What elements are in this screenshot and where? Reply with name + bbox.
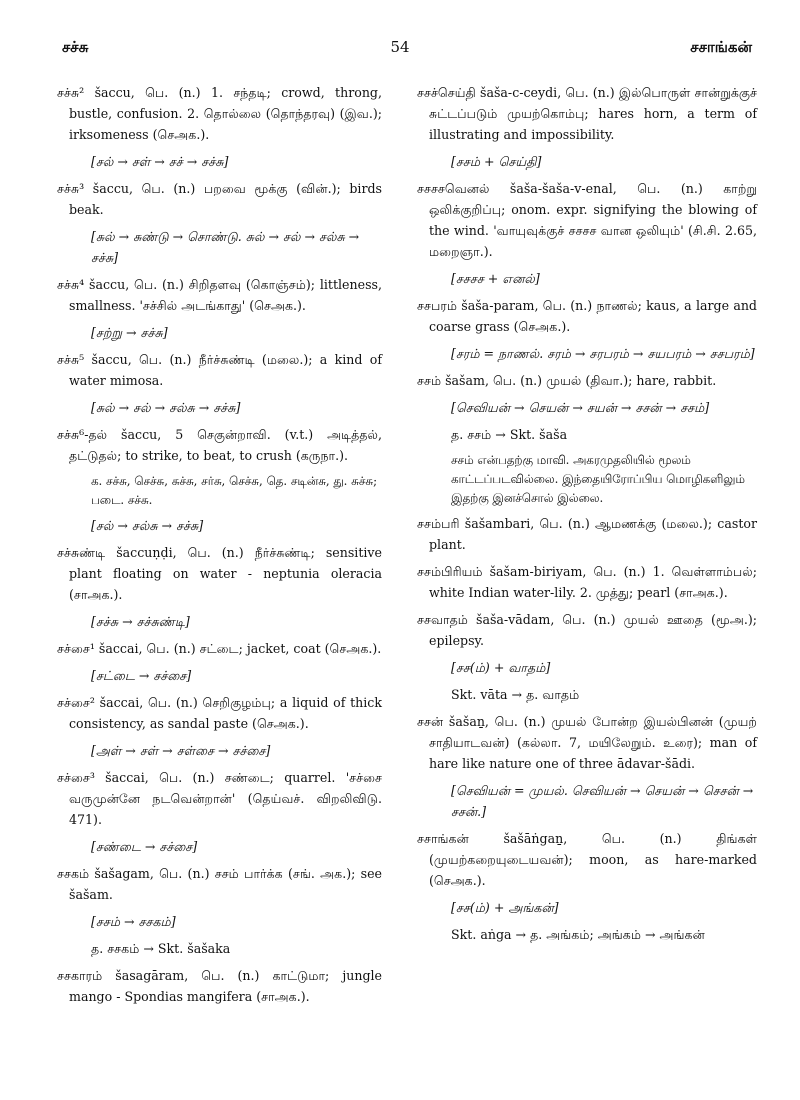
dictionary-entry: சசம்பிரியம் šašam-biriyam, பெ. (n.) 1. வெள்ளாம்பல்; white Indian water-lily. 2. முத்து; pearl (சாஅக.). [417,564,757,600]
etymology-line: [சண்டை → சச்சை] [91,839,198,854]
etymology-line: [சச(ம்) + அங்கன்] [451,900,559,915]
etymology-line: [செவியன் → செயன் → சயன் → சசன் → சசம்] [451,400,710,415]
dictionary-entry: சசசசவெனல் šaša-šaša-v-enal, பெ. (n.) காற்று ஒலிக்குறிப்பு; onom. expr. signifying the blowing of the wind. 'வாயுவுக்குச் சசசச வான ஒலியும்' (சி.சி. 2.65, மறைஞா.). [417,181,757,259]
dictionary-entry: சச்சை¹ šaccai, பெ. (n.) சட்டை; jacket, coat (செஅக.). [57,641,382,656]
dictionary-entry: சசம் šašam, பெ. (n.) முயல் (திவா.); hare, rabbit. [417,373,717,388]
etymology-line: [சல் → சல்சு → சச்சு] [91,518,204,533]
etymology-line: [சசம் → சசகம்] [91,914,176,929]
dictionary-entry: சச்சை³ šaccai, பெ. (n.) சண்டை; quarrel. 'சச்சை வருமுன்னே நடவென்றான்' (தெய்வச். விறலிவிடு. 471). [57,770,382,827]
note-text: சசம் என்பதற்கு மாவி. அகரமுதலியில் மூலம் காட்டப்படவில்லை. இந்தையிரோப்பிய மொழிகளிலும் இதற்கு இனச்சொல் இல்லை. [451,453,745,505]
etymology-line: [சல் → சள் → சச் → சச்சு] [91,154,229,169]
etymology-line: [சச(ம்) + வாதம்] [451,660,551,675]
dictionary-entry: சசகம் šašagam, பெ. (n.) சசம் பார்க்க (சங். அக.); see šašam. [57,866,382,902]
sanskrit-derivation: த. சசகம் → Skt. šašaka [91,941,231,956]
etymology-line: [சுல் → சல் → சல்சு → சச்சு] [91,400,241,415]
sanskrit-derivation: Skt. aṅga → த. அங்கம்; அங்கம் → அங்கன் [451,927,705,942]
dictionary-entry: சச்சு⁴ šaccu, பெ. (n.) சிறிதளவு (கொஞ்சம்); littleness, smallness. 'சச்சில் அடங்காது' (செஅக.). [57,277,382,313]
dictionary-entry: சசபரம் šaša-param, பெ. (n.) நாணல்; kaus, a large and coarse grass (செஅக.). [417,298,757,334]
dictionary-entry: சசம்பரி šašambari, பெ. (n.) ஆமணக்கு (மலை.); castor plant. [417,516,757,552]
etymology-line: [சுல் → சுண்டு → சொண்டு. சுல் → சல் → சல்சு → சச்சு] [91,229,360,265]
etymology-line: [சரம் = நாணல். சரம் → சரபரம் → சயபரம் → சசபரம்] [451,346,755,361]
running-head-right: சசாங்கன் [690,38,752,56]
dictionary-entry: சசகாரம் šasagāram, பெ. (n.) காட்டுமா; jungle mango - Spondias mangifera (சாஅக.). [57,968,382,1004]
etymology-line: [அள் → சள் → சள்சை → சச்சை] [91,743,271,758]
dictionary-entry: சச்சை² šaccai, பெ. (n.) செறிகுழம்பு; a liquid of thick consistency, as sandal paste (செஅக.). [57,695,382,731]
dictionary-entry: சச்சு⁵ šaccu, பெ. (n.) நீர்ச்சுண்டி (மலை.); a kind of water mimosa. [57,352,382,388]
left-column [57,82,382,1013]
etymology-line: [சட்டை → சச்சை] [91,668,192,683]
dictionary-entry: சச்சு³ šaccu, பெ. (n.) பறவை மூக்கு (வின்.); birds beak. [57,181,382,217]
dictionary-entry: சசவாதம் šaša-vādam, பெ. (n.) முயல் ஊதை (மூஅ.); epilepsy. [417,612,757,648]
etymology-line: [செவியன் = முயல். செவியன் → செயன் → செசன் → சசன்.] [451,783,754,819]
etymology-line: [சச்சு → சச்சுண்டி] [91,614,190,629]
etymology-line: [சசசச + எனல்] [451,271,540,286]
etymology-line: [சற்று → சச்சு] [91,325,168,340]
right-column [417,82,757,951]
dictionary-entry: சசச்செய்தி šaša-c-ceydi, பெ. (n.) இல்பொருள் சான்றுக்குச் சுட்டப்படும் முயற்கொம்பு; hares horn, a term of illustrating and impossibility. [417,85,757,142]
dictionary-entry: சச்சு⁶-தல் šaccu, 5 செகுன்றாவி. (v.t.) அடித்தல், தட்டுதல்; to strike, to beat, to crush (கருநா.). [57,427,382,463]
dictionary-entry: சசன் šašaṉ, பெ. (n.) முயல் போன்ற இயல்பினன் (முயற் சாதியாடவன்) (கல்லா. 7, மயிலேறும். உரை); man of hare like nature one of three ādavar-šādi. [417,714,757,771]
sanskrit-derivation: த. சசம் → Skt. šaša [451,427,568,442]
running-head-left: சச்சு [62,38,89,56]
dictionary-entry: சச்சுண்டி šaccuṇḍi, பெ. (n.) நீர்ச்சுண்டி; sensitive plant floating on water - neptunia oleracia (சாஅக.). [57,545,382,602]
page-number: 54 [390,38,410,56]
sanskrit-derivation: Skt. vāta → த. வாதம் [451,687,580,702]
etymology-line: [சசம் + செய்தி] [451,154,542,169]
dictionary-entry: சசாங்கன் šašāṅgaṉ, பெ. (n.) திங்கள் (முயற்கறையுடையவன்); moon, as hare-marked (செஅக.). [417,831,757,888]
dictionary-entry: சச்சு² šaccu, பெ. (n.) 1. சந்தடி; crowd, throng, bustle, confusion. 2. தொல்லை (தொந்தரவு) (இவ.); irksomeness (செஅக.). [57,85,382,142]
note-text: க. சச்சு, செச்சு, சுச்சு, சர்சு, செச்சு, தெ. சடின்சு, து. சுச்சு; படை. சச்சு. [91,474,378,507]
